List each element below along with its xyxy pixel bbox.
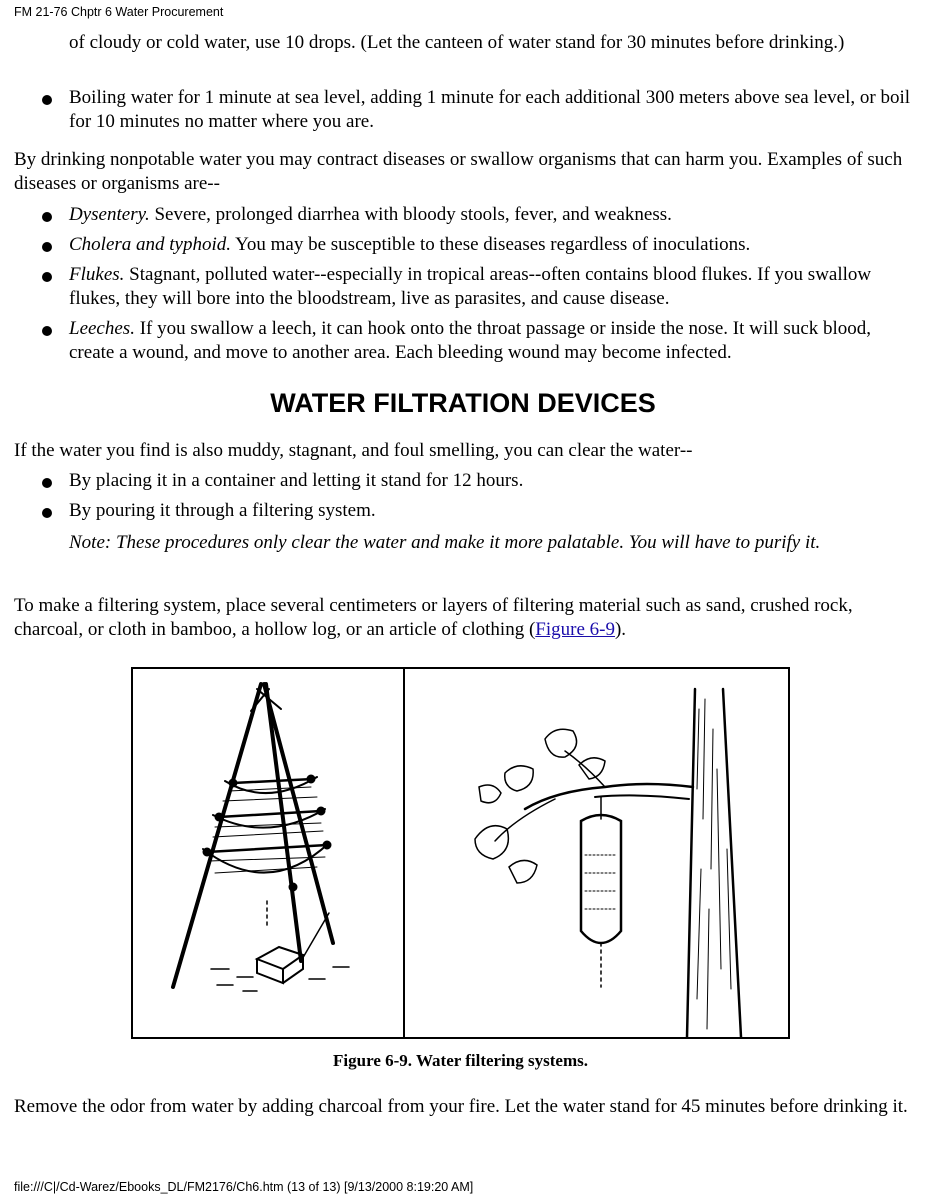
- bullet-icon: [42, 326, 52, 336]
- boiling-text: Boiling water for 1 minute at sea level, adding 1 minute for each additional 300 meters above sea level, or boil for 10 minutes no matter where you are.: [69, 87, 911, 132]
- disease-desc: You may be susceptible to these diseases regardless of inoculations.: [231, 234, 751, 255]
- disease-desc: Severe, prolonged diarrhea with bloody stools, fever, and weakness.: [149, 204, 672, 225]
- clearing-method: By placing it in a container and letting it stand for 12 hours.: [69, 470, 524, 491]
- odor-paragraph: Remove the odor from water by adding charcoal from your fire. Let the water stand for 45 minutes before drinking it.: [14, 1096, 908, 1117]
- system-text-before: To make a filtering system, place several centimeters or layers of filtering material such as sand, crushed rock, charcoal, or cloth in bamboo, a hollow log, or an article of clothing (: [14, 595, 853, 640]
- boiling-list: [42, 86, 914, 140]
- figure-caption: Figure 6-9. Water filtering systems.: [333, 1051, 588, 1070]
- filtering-system-paragraph: [14, 594, 914, 642]
- bullet-icon: [42, 508, 52, 518]
- bullet-icon: [42, 212, 52, 222]
- list-item: [42, 86, 914, 134]
- tripod-filter-illustration: [133, 669, 401, 1037]
- hanging-bag-filter-illustration: [405, 669, 790, 1037]
- disease-list: [42, 203, 914, 371]
- page-footer: file:///C|/Cd-Warez/Ebooks_DL/FM2176/Ch6.htm (13 of 13) [9/13/2000 8:19:20 AM]: [14, 1180, 474, 1194]
- bullet-icon: [42, 478, 52, 488]
- disease-desc: Stagnant, polluted water--especially in tropical areas--often contains blood flukes. If you swallow flukes, they will bore into the bloodstream, live as parasites, and cause disease.: [69, 264, 872, 309]
- figure-6-9: [131, 667, 790, 1039]
- system-text-after: ).: [614, 619, 627, 640]
- section-heading: WATER FILTRATION DEVICES: [270, 388, 656, 418]
- intro-continuation: of cloudy or cold water, use 10 drops. (Let the canteen of water stand for 30 minutes before drinking.): [69, 32, 845, 53]
- clearing-method: By pouring it through a filtering system.: [69, 500, 376, 521]
- bullet-icon: [42, 242, 52, 252]
- note-text: Note: These procedures only clear the water and make it more palatable. You will have to purify it.: [69, 532, 821, 553]
- list-item: [42, 317, 914, 365]
- page-header: FM 21-76 Chptr 6 Water Procurement: [14, 5, 224, 19]
- list-item: [42, 233, 914, 257]
- disease-term: Dysentery.: [69, 204, 150, 225]
- diseases-intro: By drinking nonpotable water you may contract diseases or swallow organisms that can harm you. Examples of such diseases or organisms are--: [14, 149, 903, 194]
- disease-term: Cholera and typhoid.: [69, 234, 232, 255]
- disease-desc: If you swallow a leech, it can hook onto the throat passage or inside the nose. It will suck blood, create a wound, and move to another area. Each bleeding wound may become infected.: [69, 318, 872, 363]
- clearing-list: [42, 469, 914, 529]
- list-item: [42, 499, 914, 523]
- list-item: [42, 469, 914, 493]
- bullet-icon: [42, 95, 52, 105]
- disease-term: Flukes.: [69, 264, 125, 285]
- bullet-icon: [42, 272, 52, 282]
- list-item: [42, 263, 914, 311]
- figure-link[interactable]: Figure 6-9: [535, 619, 615, 640]
- list-item: [42, 203, 914, 227]
- disease-term: Leeches.: [69, 318, 135, 339]
- filtration-intro: If the water you find is also muddy, stagnant, and foul smelling, you can clear the water--: [14, 440, 693, 461]
